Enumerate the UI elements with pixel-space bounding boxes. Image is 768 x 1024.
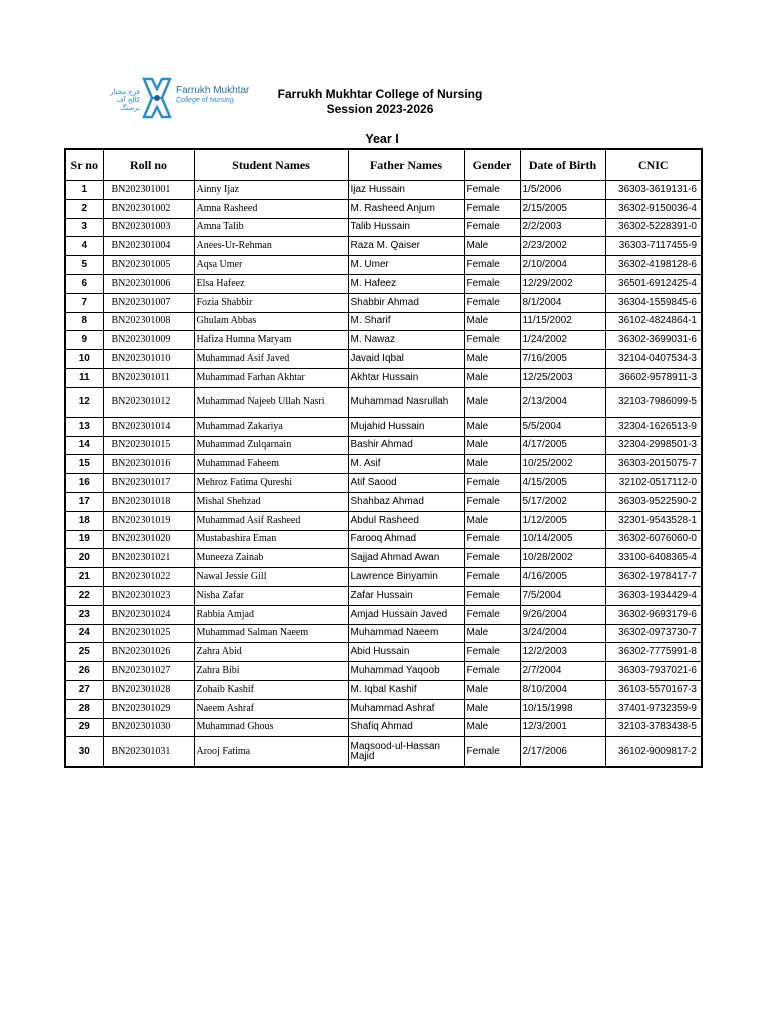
table-row (65, 511, 702, 530)
gender-cell: Male (464, 387, 520, 417)
cnic-cell: 36302-7775991-8 (605, 643, 702, 662)
table-row (65, 474, 702, 493)
cnic-cell: 32301-9543528-1 (605, 511, 702, 530)
roll-no-cell: BN202301021 (103, 549, 194, 568)
father-name-cell: M. Rasheed Anjum (348, 199, 464, 218)
date-of-birth-cell: 10/15/1998 (520, 699, 605, 718)
sr-no-cell: 30 (65, 737, 103, 768)
student-name-cell: Muhammad Ghous (194, 718, 348, 737)
cnic-cell: 36303-2015075-7 (605, 455, 702, 474)
sr-no-cell: 1 (65, 181, 103, 200)
sr-no-cell: 19 (65, 530, 103, 549)
sr-no-cell: 2 (65, 199, 103, 218)
student-name-cell: Amna Rasheed (194, 199, 348, 218)
gender-cell: Female (464, 181, 520, 200)
date-of-birth-cell: 2/13/2004 (520, 387, 605, 417)
date-of-birth-cell: 2/15/2005 (520, 199, 605, 218)
gender-cell: Male (464, 511, 520, 530)
date-of-birth-cell: 8/1/2004 (520, 293, 605, 312)
date-of-birth-cell: 1/5/2006 (520, 181, 605, 200)
table-row (65, 718, 702, 737)
date-of-birth-cell: 8/10/2004 (520, 680, 605, 699)
table-row (65, 530, 702, 549)
sr-no-cell: 8 (65, 312, 103, 331)
gender-cell: Female (464, 643, 520, 662)
gender-cell: Male (464, 624, 520, 643)
father-name-cell: Shafiq Ahmad (348, 718, 464, 737)
cnic-cell: 36102-4824864-1 (605, 312, 702, 331)
sr-no-cell: 26 (65, 662, 103, 681)
student-name-cell: Fozia Shabbir (194, 293, 348, 312)
sr-no-cell: 3 (65, 218, 103, 237)
gender-cell: Female (464, 293, 520, 312)
cnic-cell: 32104-0407534-3 (605, 350, 702, 369)
roll-no-cell: BN202301023 (103, 586, 194, 605)
student-name-cell: Nawal Jessie Gill (194, 568, 348, 587)
sr-no-cell: 16 (65, 474, 103, 493)
table-row (65, 624, 702, 643)
table-row (65, 312, 702, 331)
gender-cell: Female (464, 662, 520, 681)
roll-no-cell: BN202301012 (103, 387, 194, 417)
roll-no-cell: BN202301022 (103, 568, 194, 587)
logo-subtitle: College of Nursing (176, 97, 234, 104)
father-name-cell: Raza M. Qaiser (348, 237, 464, 256)
header-cnic: CNIC (605, 149, 702, 181)
father-name-cell: Muhammad Nasrullah (348, 387, 464, 417)
roll-no-cell: BN202301028 (103, 680, 194, 699)
header-father-names: Father Names (348, 149, 464, 181)
father-name-cell: M. Hafeez (348, 274, 464, 293)
gender-cell: Female (464, 737, 520, 768)
cnic-cell: 36302-4198128-6 (605, 256, 702, 275)
cnic-cell: 32304-2998501-3 (605, 436, 702, 455)
sr-no-cell: 14 (65, 436, 103, 455)
header-date-of-birth: Date of Birth (520, 149, 605, 181)
roll-no-cell: BN202301010 (103, 350, 194, 369)
cnic-cell: 32304-1626513-9 (605, 417, 702, 436)
cnic-cell: 36304-1559845-6 (605, 293, 702, 312)
student-name-cell: Muhammad Asif Javed (194, 350, 348, 369)
nursing-emblem-icon (140, 75, 174, 121)
student-name-cell: Muhammad Salman Naeem (194, 624, 348, 643)
father-name-cell: Bashir Ahmad (348, 436, 464, 455)
cnic-cell: 36302-5228391-0 (605, 218, 702, 237)
gender-cell: Female (464, 218, 520, 237)
date-of-birth-cell: 2/23/2002 (520, 237, 605, 256)
date-of-birth-cell: 12/2/2003 (520, 643, 605, 662)
sr-no-cell: 22 (65, 586, 103, 605)
cnic-cell: 36103-5570167-3 (605, 680, 702, 699)
gender-cell: Female (464, 492, 520, 511)
student-name-cell: Ghulam Abbas (194, 312, 348, 331)
date-of-birth-cell: 10/14/2005 (520, 530, 605, 549)
cnic-cell: 36303-1934429-4 (605, 586, 702, 605)
date-of-birth-cell: 2/2/2003 (520, 218, 605, 237)
table-row (65, 436, 702, 455)
gender-cell: Male (464, 237, 520, 256)
session-label: Session 2023-2026 (326, 102, 434, 116)
cnic-cell: 36302-9693179-6 (605, 605, 702, 624)
father-name-cell: M. Nawaz (348, 331, 464, 350)
table-row (65, 293, 702, 312)
cnic-cell: 37401-9732359-9 (605, 699, 702, 718)
table-row (65, 218, 702, 237)
table-row (65, 181, 702, 200)
student-name-cell: Muhammad Zulqarnain (194, 436, 348, 455)
student-roster-table (64, 148, 703, 768)
roll-no-cell: BN202301008 (103, 312, 194, 331)
cnic-cell: 36302-0973730-7 (605, 624, 702, 643)
cnic-cell: 32102-0517112-0 (605, 474, 702, 493)
gender-cell: Male (464, 350, 520, 369)
father-name-cell: Amjad Hussain Javed (348, 605, 464, 624)
gender-cell: Female (464, 586, 520, 605)
roll-no-cell: BN202301007 (103, 293, 194, 312)
gender-cell: Male (464, 417, 520, 436)
student-name-cell: Muhammad Asif Rasheed (194, 511, 348, 530)
father-name-cell: M. Asif (348, 455, 464, 474)
father-name-cell: Farooq Ahmad (348, 530, 464, 549)
roll-no-cell: BN202301006 (103, 274, 194, 293)
sr-no-cell: 13 (65, 417, 103, 436)
father-name-cell: Ijaz Hussain (348, 181, 464, 200)
father-name-cell: Akhtar Hussain (348, 368, 464, 387)
date-of-birth-cell: 2/7/2004 (520, 662, 605, 681)
roll-no-cell: BN202301024 (103, 605, 194, 624)
student-name-cell: Muhammad Zakariya (194, 417, 348, 436)
cnic-cell: 36302-9150036-4 (605, 199, 702, 218)
sr-no-cell: 23 (65, 605, 103, 624)
gender-cell: Female (464, 274, 520, 293)
sr-no-cell: 21 (65, 568, 103, 587)
student-name-cell: Mishal Shehzad (194, 492, 348, 511)
date-of-birth-cell: 10/25/2002 (520, 455, 605, 474)
table-row (65, 699, 702, 718)
roll-no-cell: BN202301030 (103, 718, 194, 737)
date-of-birth-cell: 7/5/2004 (520, 586, 605, 605)
date-of-birth-cell: 2/17/2006 (520, 737, 605, 768)
table-row (65, 256, 702, 275)
roll-no-cell: BN202301011 (103, 368, 194, 387)
date-of-birth-cell: 1/24/2002 (520, 331, 605, 350)
date-of-birth-cell: 9/26/2004 (520, 605, 605, 624)
roll-no-cell: BN202301020 (103, 530, 194, 549)
date-of-birth-cell: 11/15/2002 (520, 312, 605, 331)
sr-no-cell: 10 (65, 350, 103, 369)
logo-urdu-text: فرخ مختار کالج آف نرسنگ (110, 88, 140, 112)
gender-cell: Male (464, 718, 520, 737)
roll-no-cell: BN202301031 (103, 737, 194, 768)
father-name-cell: Javaid Iqbal (348, 350, 464, 369)
table-row (65, 331, 702, 350)
father-name-cell: Muhammad Yaqoob (348, 662, 464, 681)
table-row (65, 237, 702, 256)
student-name-cell: Elsa Hafeez (194, 274, 348, 293)
roll-no-cell: BN202301018 (103, 492, 194, 511)
gender-cell: Female (464, 199, 520, 218)
date-of-birth-cell: 4/15/2005 (520, 474, 605, 493)
father-name-cell: M. Sharif (348, 312, 464, 331)
cnic-cell: 36303-9522590-2 (605, 492, 702, 511)
cnic-cell: 32103-3783438-5 (605, 718, 702, 737)
roll-no-cell: BN202301027 (103, 662, 194, 681)
student-name-cell: Mustabashira Eman (194, 530, 348, 549)
gender-cell: Male (464, 368, 520, 387)
gender-cell: Female (464, 605, 520, 624)
cnic-cell: 36602-9578911-3 (605, 368, 702, 387)
cnic-cell: 36303-7937021-6 (605, 662, 702, 681)
roll-no-cell: BN202301004 (103, 237, 194, 256)
table-row (65, 549, 702, 568)
student-name-cell: Aqsa Umer (194, 256, 348, 275)
table-row (65, 387, 702, 417)
sr-no-cell: 15 (65, 455, 103, 474)
gender-cell: Female (464, 568, 520, 587)
sr-no-cell: 18 (65, 511, 103, 530)
date-of-birth-cell: 3/24/2004 (520, 624, 605, 643)
cnic-cell: 36303-3619131-6 (605, 181, 702, 200)
father-name-cell: Atif Saood (348, 474, 464, 493)
cnic-cell: 32103-7986099-5 (605, 387, 702, 417)
date-of-birth-cell: 2/10/2004 (520, 256, 605, 275)
table-row (65, 662, 702, 681)
date-of-birth-cell: 5/17/2002 (520, 492, 605, 511)
cnic-cell: 36102-9009817-2 (605, 737, 702, 768)
table-row (65, 643, 702, 662)
date-of-birth-cell: 7/16/2005 (520, 350, 605, 369)
date-of-birth-cell: 12/3/2001 (520, 718, 605, 737)
student-name-cell: Hafiza Humna Maryam (194, 331, 348, 350)
student-name-cell: Muhammad Farhan Akhtar (194, 368, 348, 387)
gender-cell: Male (464, 699, 520, 718)
sr-no-cell: 27 (65, 680, 103, 699)
sr-no-cell: 9 (65, 331, 103, 350)
table-row (65, 586, 702, 605)
father-name-cell: M. Umer (348, 256, 464, 275)
student-name-cell: Zahra Abid (194, 643, 348, 662)
table-row (65, 737, 702, 768)
table-header-row (65, 149, 702, 181)
cnic-cell: 36501-6912425-4 (605, 274, 702, 293)
sr-no-cell: 25 (65, 643, 103, 662)
cnic-cell: 36302-1978417-7 (605, 568, 702, 587)
roll-no-cell: BN202301001 (103, 181, 194, 200)
student-name-cell: Zahra Bibi (194, 662, 348, 681)
father-name-cell: M. Iqbal Kashif (348, 680, 464, 699)
header-student-names: Student Names (194, 149, 348, 181)
father-name-cell: Muhammad Naeem (348, 624, 464, 643)
table-row (65, 274, 702, 293)
header-roll-no: Roll no (103, 149, 194, 181)
roll-no-cell: BN202301017 (103, 474, 194, 493)
header-gender: Gender (464, 149, 520, 181)
date-of-birth-cell: 10/28/2002 (520, 549, 605, 568)
student-name-cell: Rabbia Amjad (194, 605, 348, 624)
student-name-cell: Amna Talib (194, 218, 348, 237)
table-row (65, 199, 702, 218)
table-row (65, 350, 702, 369)
gender-cell: Female (464, 331, 520, 350)
year-label: Year I (365, 132, 399, 146)
gender-cell: Female (464, 549, 520, 568)
cnic-cell: 33100-6408365-4 (605, 549, 702, 568)
student-name-cell: Mehroz Fatima Qureshi (194, 474, 348, 493)
roll-no-cell: BN202301005 (103, 256, 194, 275)
sr-no-cell: 24 (65, 624, 103, 643)
date-of-birth-cell: 1/12/2005 (520, 511, 605, 530)
sr-no-cell: 4 (65, 237, 103, 256)
father-name-cell: Shahbaz Ahmad (348, 492, 464, 511)
father-name-cell: Lawrence Binyamin (348, 568, 464, 587)
student-name-cell: Muhammad Najeeb Ullah Nasri (194, 387, 348, 417)
table-body (65, 181, 702, 768)
roll-no-cell: BN202301014 (103, 417, 194, 436)
logo-name: Farrukh Mukhtar (176, 85, 250, 96)
sr-no-cell: 11 (65, 368, 103, 387)
student-name-cell: Naeem Ashraf (194, 699, 348, 718)
roll-no-cell: BN202301003 (103, 218, 194, 237)
sr-no-cell: 12 (65, 387, 103, 417)
sr-no-cell: 29 (65, 718, 103, 737)
sr-no-cell: 17 (65, 492, 103, 511)
cnic-cell: 36302-6076060-0 (605, 530, 702, 549)
roll-no-cell: BN202301019 (103, 511, 194, 530)
page-title: Farrukh Mukhtar College of Nursing (277, 87, 483, 101)
cnic-cell: 36303-7117455-9 (605, 237, 702, 256)
table-row (65, 455, 702, 474)
header-sr-no: Sr no (65, 149, 103, 181)
father-name-cell: Maqsood-ul-Hassan Majid (348, 737, 464, 768)
roll-no-cell: BN202301016 (103, 455, 194, 474)
table-row (65, 680, 702, 699)
student-name-cell: Zohaib Kashif (194, 680, 348, 699)
student-name-cell: Ainny Ijaz (194, 181, 348, 200)
table-row (65, 492, 702, 511)
sr-no-cell: 7 (65, 293, 103, 312)
table-row (65, 368, 702, 387)
date-of-birth-cell: 12/25/2003 (520, 368, 605, 387)
father-name-cell: Mujahid Hussain (348, 417, 464, 436)
date-of-birth-cell: 4/17/2005 (520, 436, 605, 455)
table-row (65, 417, 702, 436)
father-name-cell: Talib Hussain (348, 218, 464, 237)
father-name-cell: Muhammad Ashraf (348, 699, 464, 718)
roll-no-cell: BN202301009 (103, 331, 194, 350)
roll-no-cell: BN202301026 (103, 643, 194, 662)
gender-cell: Male (464, 455, 520, 474)
father-name-cell: Shabbir Ahmad (348, 293, 464, 312)
sr-no-cell: 28 (65, 699, 103, 718)
gender-cell: Female (464, 530, 520, 549)
table-row (65, 605, 702, 624)
student-name-cell: Arooj Fatima (194, 737, 348, 768)
sr-no-cell: 5 (65, 256, 103, 275)
gender-cell: Male (464, 680, 520, 699)
cnic-cell: 36302-3699031-6 (605, 331, 702, 350)
date-of-birth-cell: 4/16/2005 (520, 568, 605, 587)
gender-cell: Male (464, 436, 520, 455)
roll-no-cell: BN202301002 (103, 199, 194, 218)
roll-no-cell: BN202301025 (103, 624, 194, 643)
table-row (65, 568, 702, 587)
roll-no-cell: BN202301029 (103, 699, 194, 718)
sr-no-cell: 20 (65, 549, 103, 568)
date-of-birth-cell: 12/29/2002 (520, 274, 605, 293)
student-name-cell: Nisha Zafar (194, 586, 348, 605)
date-of-birth-cell: 5/5/2004 (520, 417, 605, 436)
roll-no-cell: BN202301015 (103, 436, 194, 455)
father-name-cell: Abid Hussain (348, 643, 464, 662)
gender-cell: Female (464, 474, 520, 493)
student-name-cell: Muneeza Zainab (194, 549, 348, 568)
father-name-cell: Sajjad Ahmad Awan (348, 549, 464, 568)
student-name-cell: Anees-Ur-Rehman (194, 237, 348, 256)
father-name-cell: Abdul Rasheed (348, 511, 464, 530)
gender-cell: Female (464, 256, 520, 275)
father-name-cell: Zafar Hussain (348, 586, 464, 605)
gender-cell: Male (464, 312, 520, 331)
sr-no-cell: 6 (65, 274, 103, 293)
student-name-cell: Muhammad Faheem (194, 455, 348, 474)
